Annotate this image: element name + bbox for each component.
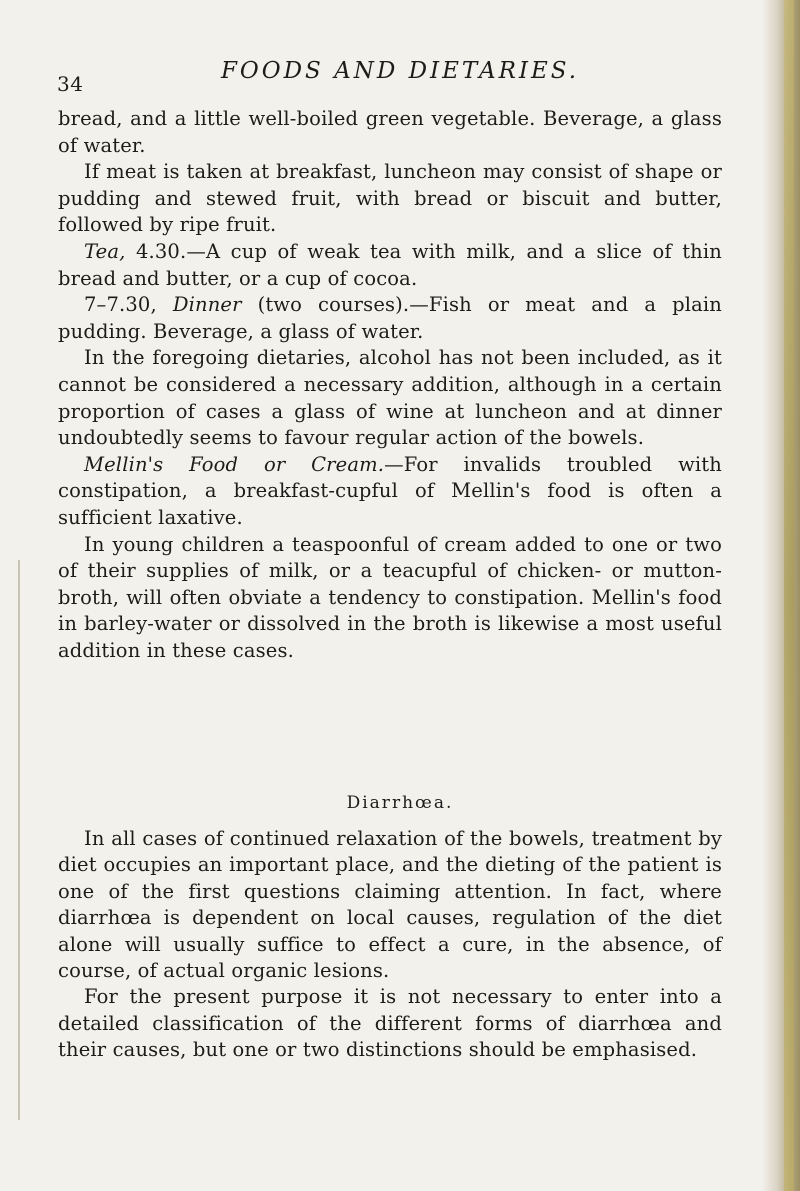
paragraph-classification: For the present purpose it is not necessary to enter into a detailed classification of the different forms of diarrhœa and their causes, but one or two distinctions should be emphasised. [58,985,722,1062]
paragraph-luncheon: If meat is taken at breakfast, luncheon may consist of shape or pudding and stewed fruit, with bread or biscuit and butter, followed by ripe fruit. [58,160,722,237]
page-edge-shadow [762,0,800,1191]
dinner-text: (two courses).—Fish or meat and a plain pudding. Beverage, a glass of water. [58,293,722,343]
page-number: 34 [57,72,84,96]
paragraph-beverage: bread, and a little well-boiled green vegetable. Beverage, a glass of water. [58,107,722,157]
binding-strip [784,0,794,1191]
paragraph-relaxation: In all cases of continued relaxation of the bowels, treatment by diet occupies an important place, and the dieting of the patient is one of the first questions claiming attention. In fact, where diarrhœa is dependent on local causes, regulation of the diet alone will usually suffice to effect a cure, in the absence, of course, of actual organic lesions. [58,827,722,983]
body-text [58,106,722,664]
page-fold-mark [18,560,20,1120]
dinner-label: Dinner [172,293,242,317]
tea-label: Tea, [84,239,126,263]
section-heading: Diarrhœa. [346,793,454,813]
dinner-time: 7–7.30, [84,293,157,317]
mellins-text: —For invalids troubled with constipation, a breakfast-cupful of Mellin's food is often a sufficient laxative. [58,452,722,529]
tea-time: 4.30. [135,239,187,263]
paragraph-mellins-food [58,452,722,532]
paragraph-alcohol: In the foregoing dietaries, alcohol has not been included, as it cannot be considered a necessary addition, although in a certain proportion of cases a glass of wine at luncheon and at dinner undoubtedly seems to favour regular action of the bowels. [58,346,722,450]
mellins-label: Mellin's Food or Cream. [84,452,385,476]
running-title: FOODS AND DIETARIES. [220,58,580,84]
paragraph-dinner [58,292,722,345]
paragraph-tea [58,239,722,292]
paragraph-young-children: In young children a teaspoonful of cream added to one or two of their supplies of milk, or a teacupful of chicken- or mutton-broth, will often obviate a tendency to constipation. Mellin's food in barley-water or dissolved in the broth is likewise a most useful addition in these cases. [58,532,722,662]
section-body-text [58,826,722,1064]
tea-text: —A cup of weak tea with milk, and a slice of thin bread and butter, or a cup of cocoa. [58,239,722,290]
